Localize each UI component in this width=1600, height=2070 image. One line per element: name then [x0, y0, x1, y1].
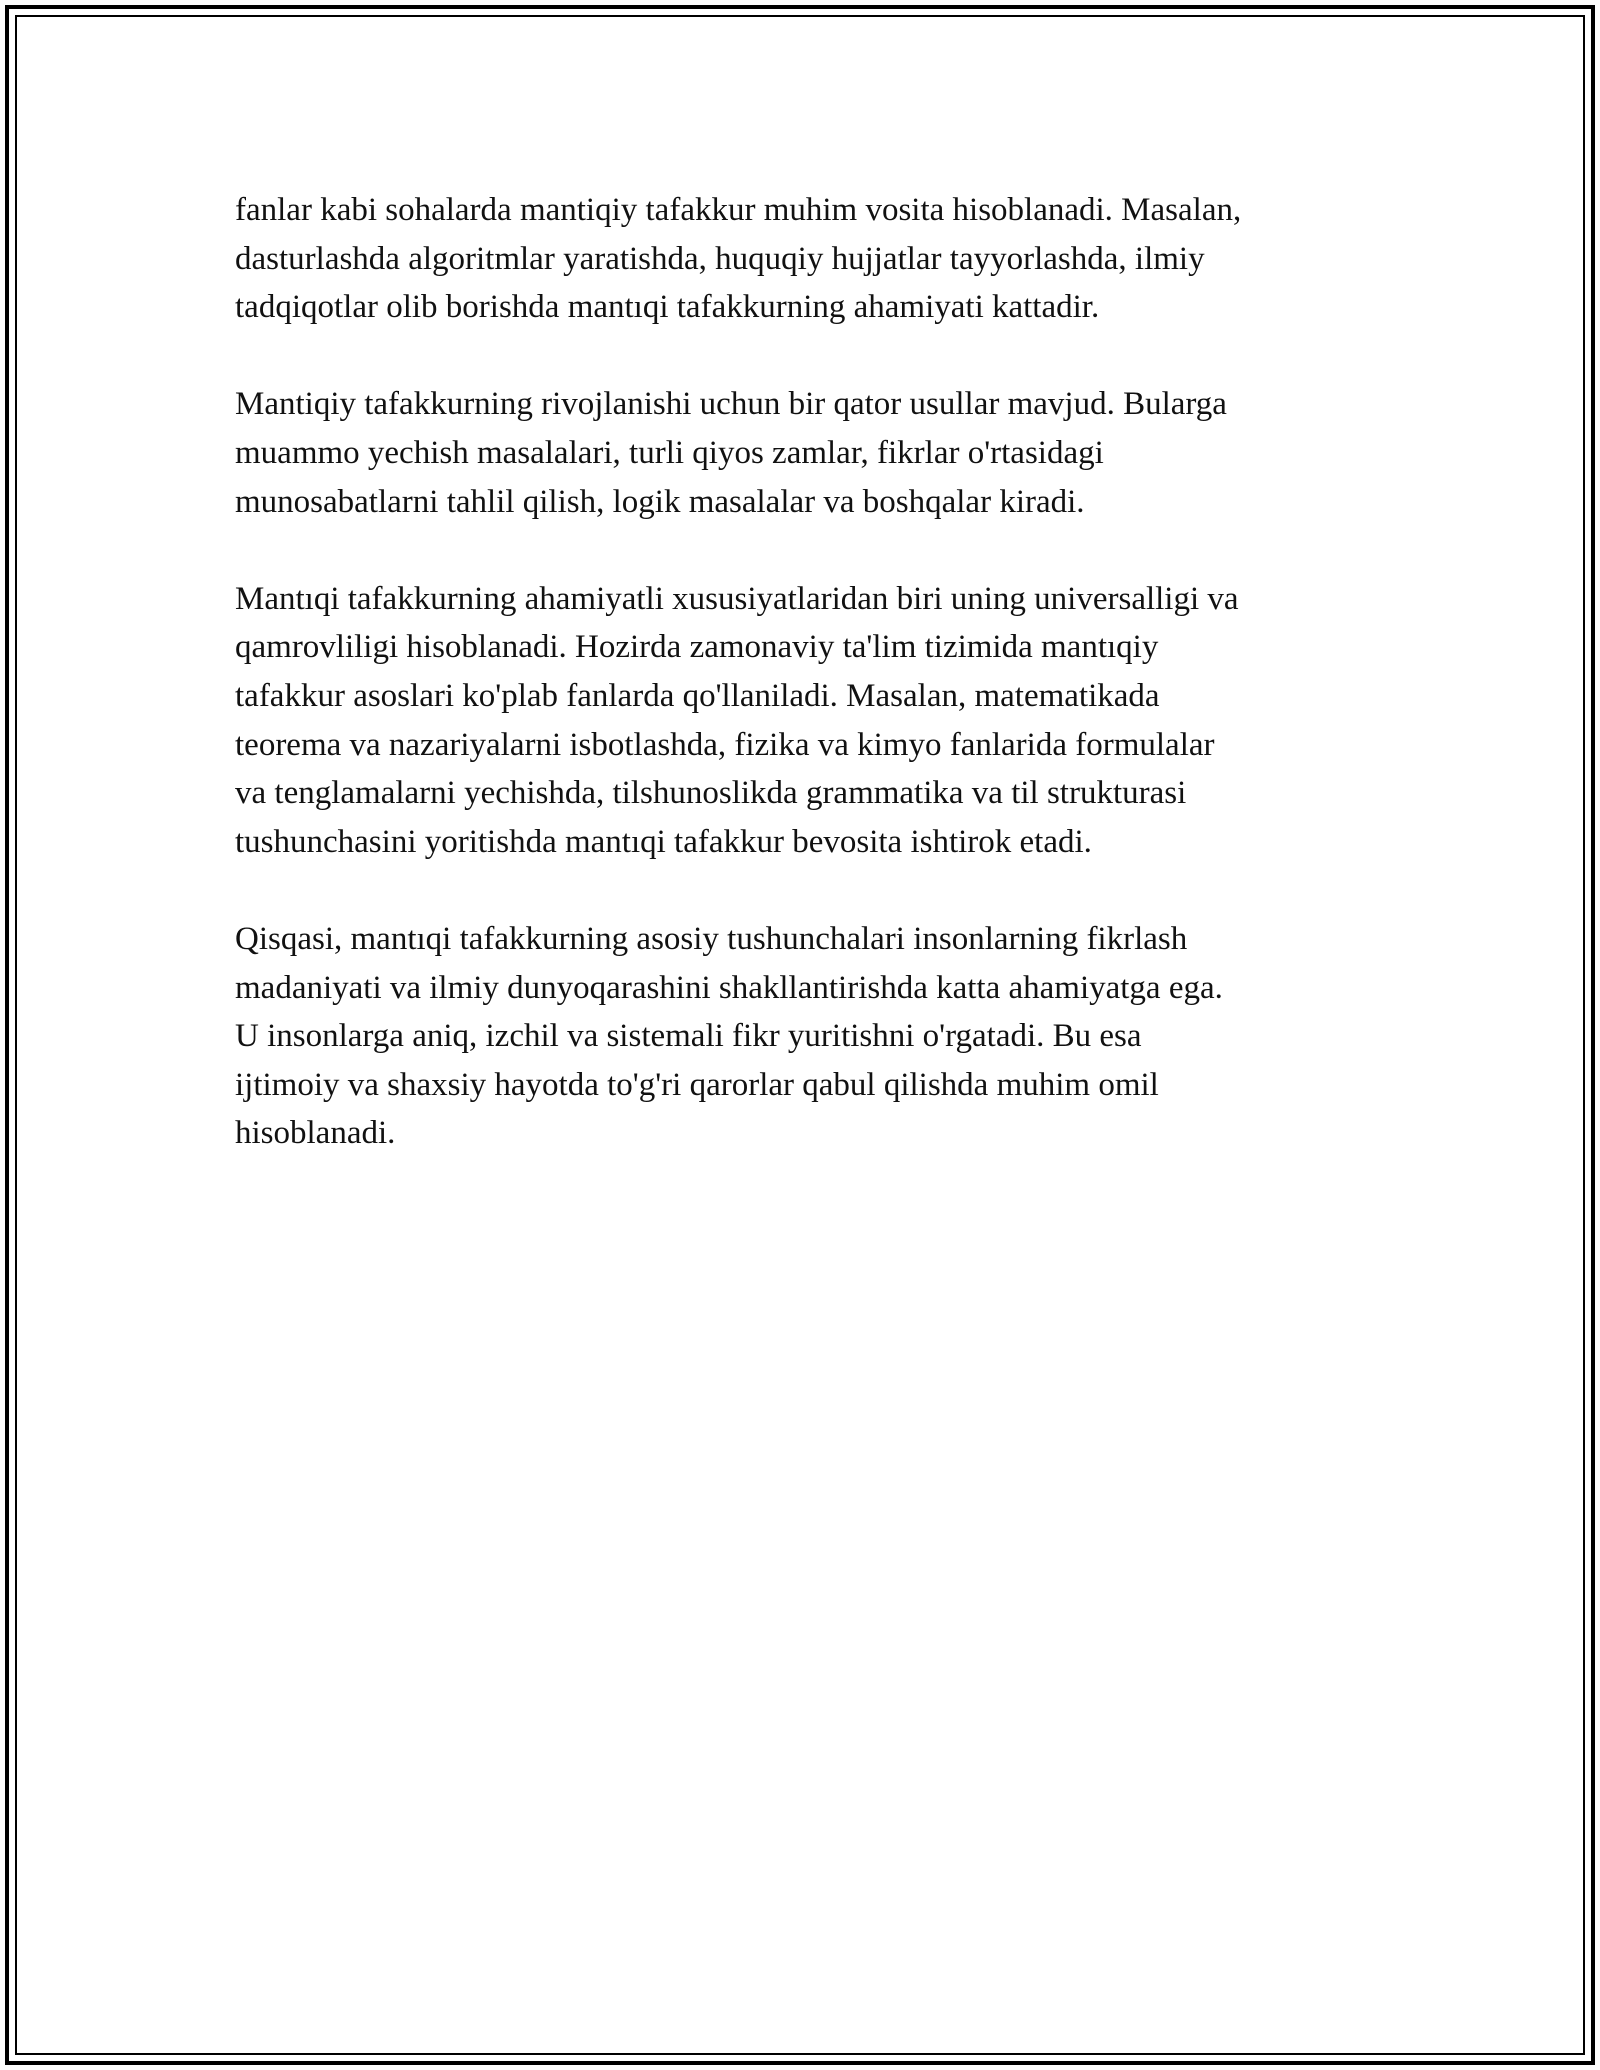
text-line: tafakkur asoslari ko'plab fanlarda qo'llaniladi. Masalan, matematikada — [235, 677, 1160, 714]
text-line: Qisqasi, mantıqi tafakkurning asosiy tushunchalari insonlarning fikrlash — [235, 920, 1188, 957]
text-line: dasturlashda algoritmlar yaratishda, huquqiy hujjatlar tayyorlashda, ilmiy — [235, 240, 1205, 277]
text-line: tadqiqotlar olib borishda mantıqi tafakkurning ahamiyati kattadir. — [235, 289, 1100, 326]
text-line: madaniyati va ilmiy dunyoqarashini shakllantirishda katta ahamiyatga ega. — [235, 969, 1223, 1006]
document-body — [235, 186, 1365, 1206]
text-line: hisoblanadi. — [235, 1115, 396, 1152]
text-line: munosabatlarni tahlil qilish, logik masalalar va boshqalar kiradi. — [235, 483, 1085, 520]
text-line: ijtimoiy va shaxsiy hayotda to'g'ri qarorlar qabul qilishda muhim omil — [235, 1066, 1159, 1103]
paragraph-3 — [235, 575, 1365, 867]
text-line: fanlar kabi sohalarda mantiqiy tafakkur muhim vosita hisoblanadi. Masalan, — [235, 192, 1242, 228]
text-line: muammo yechish masalalari, turli qiyos zamlar, fikrlar o'rtasidagi — [235, 434, 1104, 471]
paragraph-4 — [235, 915, 1365, 1158]
text-line: qamrovliligi hisoblanadi. Hozirda zamonaviy ta'lim tizimida mantıqiy — [235, 629, 1159, 666]
text-line: Mantıqi tafakkurning ahamiyatli xususiyatlaridan biri uning universalligi va — [235, 580, 1239, 617]
text-line: Mantiqiy tafakkurning rivojlanishi uchun bir qator usullar mavjud. Bularga — [235, 386, 1227, 423]
text-line: U insonlarga aniq, izchil va sistemali fikr yuritishni o'rgatadi. Bu esa — [235, 1018, 1142, 1055]
text-line: va tenglamalarni yechishda, tilshunoslikda grammatika va til strukturasi — [235, 775, 1187, 812]
paragraph-2 — [235, 380, 1365, 526]
text-line: teorema va nazariyalarni isbotlashda, fizika va kimyo fanlarida formulalar — [235, 726, 1215, 763]
text-line: tushunchasini yoritishda mantıqi tafakkur bevosita ishtirok etadi. — [235, 823, 1092, 860]
paragraph-1 — [235, 186, 1365, 332]
